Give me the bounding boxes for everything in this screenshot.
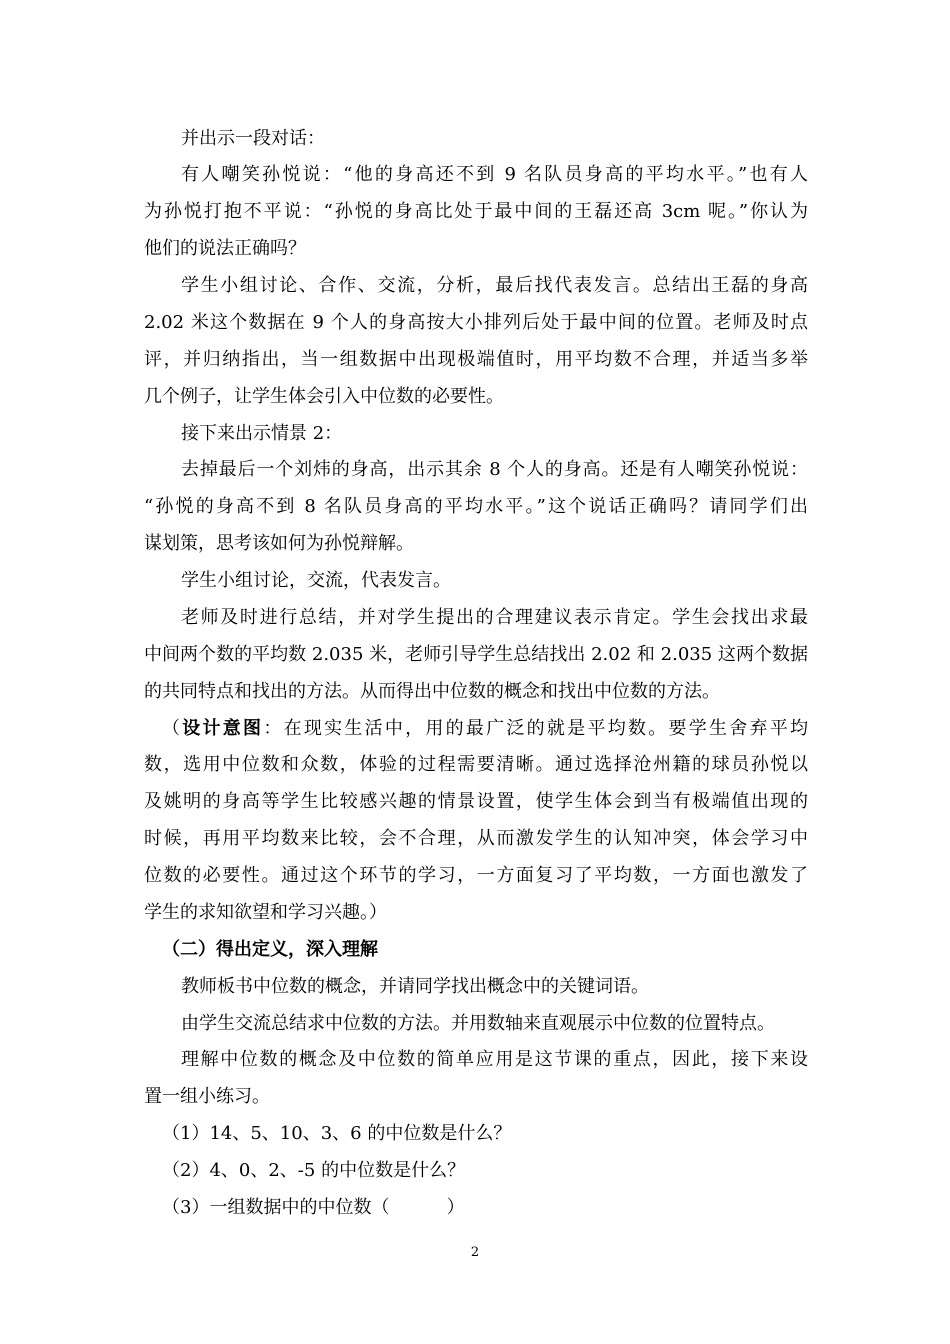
paragraph-line: 谋划策，思考该如何为孙悦辩解。 — [144, 533, 414, 554]
paragraph-line: 及姚明的身高等学生比较感兴趣的情景设置，使学生体会到当有极端值出现的 — [144, 791, 808, 812]
paragraph-line: 中间两个数的平均数 2.035 米，老师引导学生总结找出 2.02 和 2.035 这两个数据 — [144, 644, 808, 665]
design-intent-label: 设计意图 — [182, 718, 264, 739]
paragraph-line: “孙悦的身高不到 8 名队员身高的平均水平。”这个说话正确吗？请同学们出 — [144, 496, 808, 517]
paragraph-line: 学生的求知欲望和学习兴趣。） — [144, 902, 387, 923]
paragraph-line: 位数的必要性。通过这个环节的学习，一方面复习了平均数，一方面也激发了 — [144, 865, 808, 886]
paragraph-line: 为孙悦打抱不平说：“孙悦的身高比处于最中间的王磊还高 3cm 呢。”你认为 — [144, 201, 808, 222]
paragraph-line: 学生小组讨论、合作、交流，分析，最后找代表发言。总结出王磊的身高 — [181, 275, 808, 296]
paragraph-line: 2.02 米这个数据在 9 个人的身高按大小排列后处于最中间的位置。老师及时点 — [144, 312, 808, 333]
page-number: 2 — [470, 1245, 480, 1260]
paragraph-line: 时候，再用平均数来比较，会不合理，从而激发学生的认知冲突，体会学习中 — [144, 828, 808, 849]
design-intent-line — [162, 716, 808, 742]
paragraph-line: 去掉最后一个刘炜的身高，出示其余 8 个人的身高。还是有人嘲笑孙悦说： — [181, 459, 808, 480]
paragraph-line: 并出示一段对话： — [181, 128, 325, 149]
paragraph-line: 老师及时进行总结，并对学生提出的合理建议表示肯定。学生会找出求最 — [181, 607, 808, 628]
exercise-question: （2）4、0、2、-5 的中位数是什么？ — [162, 1160, 466, 1181]
paragraph-line: 的共同特点和找出的方法。从而得出中位数的概念和找出中位数的方法。 — [144, 681, 720, 702]
paren-open: （ — [162, 718, 183, 739]
paragraph-line: 几个例子，让学生体会引入中位数的必要性。 — [144, 386, 504, 407]
paragraph-line: 教师板书中位数的概念，并请同学找出概念中的关键词语。 — [181, 976, 649, 997]
section-heading: （二）得出定义，深入理解 — [162, 939, 378, 960]
paragraph-line: 由学生交流总结求中位数的方法。并用数轴来直观展示中位数的位置特点。 — [181, 1013, 775, 1034]
design-intent-text: ：在现实生活中，用的最广泛的就是平均数。要学生舍弃平均 — [263, 718, 809, 739]
exercise-question: （1）14、5、10、3、6 的中位数是什么？ — [162, 1123, 512, 1144]
exercise-question: （3）一组数据中的中位数（ ） — [162, 1197, 465, 1218]
paragraph-line: 他们的说法正确吗？ — [144, 238, 306, 259]
paragraph-line: 置一组小练习。 — [144, 1086, 270, 1107]
paragraph-line: 有人嘲笑孙悦说：“他的身高还不到 9 名队员身高的平均水平。”也有人 — [181, 164, 808, 185]
paragraph-line: 评，并归纳指出，当一组数据中出现极端值时，用平均数不合理，并适当多举 — [144, 349, 808, 370]
paragraph-line: 理解中位数的概念及中位数的简单应用是这节课的重点，因此，接下来设 — [181, 1049, 808, 1070]
paragraph-line: 接下来出示情景 2： — [181, 423, 343, 444]
paragraph-line: 数，选用中位数和众数，体验的过程需要清晰。通过选择沧州籍的球员孙悦以 — [144, 754, 808, 775]
paragraph-line: 学生小组讨论，交流，代表发言。 — [181, 570, 451, 591]
